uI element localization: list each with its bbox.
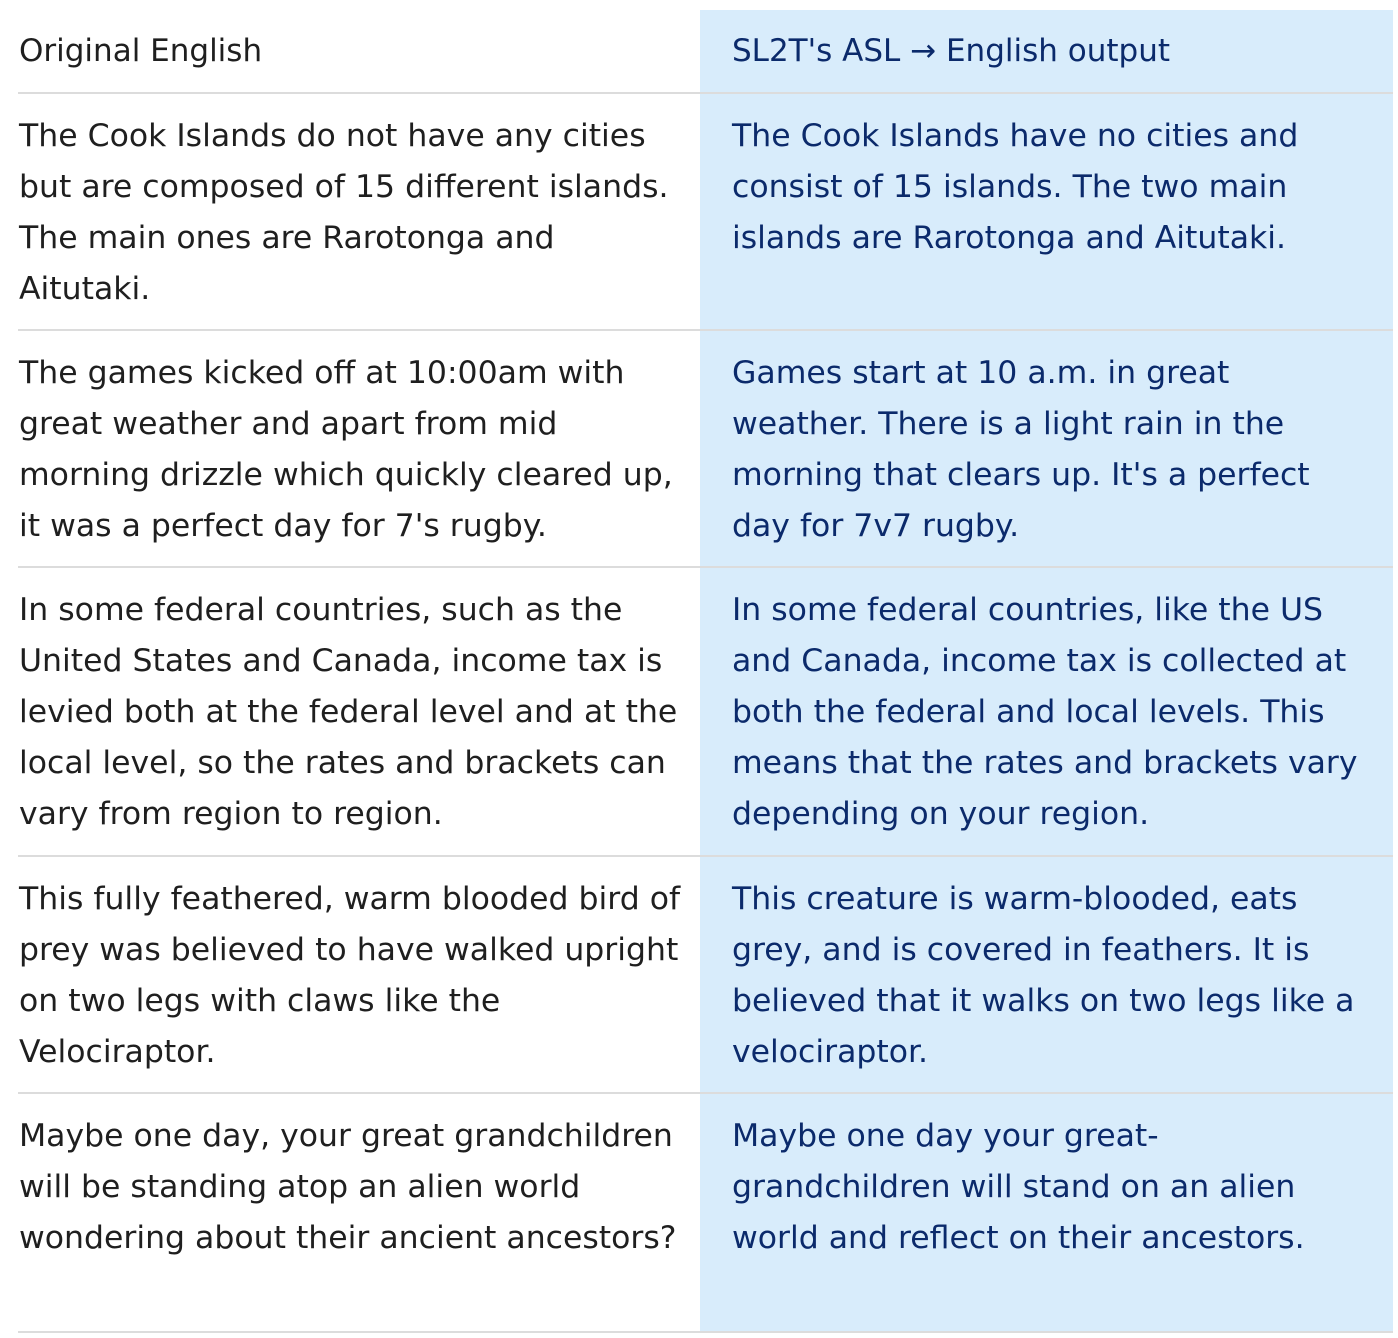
table-row <box>18 568 1393 857</box>
original-text: The games kicked off at 10:00am with great weather and apart from mid morning drizzle which quickly cleared up, it was a perfect day for 7's rugby. <box>19 355 673 544</box>
output-cell <box>700 857 1393 1092</box>
original-cell <box>18 857 700 1092</box>
comparison-table <box>18 10 1393 1333</box>
table-row <box>18 94 1393 331</box>
original-cell <box>18 94 700 329</box>
output-cell <box>700 568 1393 855</box>
table-row <box>18 1094 1393 1333</box>
output-cell <box>700 1094 1393 1331</box>
header-sl2t-output: SL2T's ASL → English output <box>700 10 1393 92</box>
output-text: Games start at 10 a.m. in great weather. There is a light rain in the morning that clears up. It's a perfect day for 7v7 rugby. <box>732 355 1310 544</box>
original-cell <box>18 568 700 855</box>
header-original-english: Original English <box>18 10 700 92</box>
output-text: In some federal countries, like the US and Canada, income tax is collected at both the federal and local levels. This means that the rates and brackets vary depending on your region. <box>732 592 1358 832</box>
output-text: Maybe one day your great-grandchildren will stand on an alien world and reflect on their ancestors. <box>732 1118 1305 1256</box>
original-cell <box>18 331 700 566</box>
original-cell <box>18 1094 700 1331</box>
output-text: The Cook Islands have no cities and consist of 15 islands. The two main islands are Rarotonga and Aitutaki. <box>732 118 1299 256</box>
output-text: This creature is warm-blooded, eats grey, and is covered in feathers. It is believed that it walks on two legs like a velociraptor. <box>732 881 1355 1070</box>
table-row <box>18 857 1393 1094</box>
original-text: Maybe one day, your great grandchildren will be standing atop an alien world wondering about their ancient ancestors? <box>19 1118 677 1256</box>
original-text: In some federal countries, such as the United States and Canada, income tax is levied both at the federal level and at the local level, so the rates and brackets can vary from region to region. <box>19 592 678 832</box>
output-cell <box>700 331 1393 566</box>
original-text: The Cook Islands do not have any cities but are composed of 15 different islands. The main ones are Rarotonga and Aitutaki. <box>19 118 669 307</box>
original-text: This fully feathered, warm blooded bird of prey was believed to have walked upright on two legs with claws like the Velociraptor. <box>19 881 681 1070</box>
table-row <box>18 331 1393 568</box>
output-cell <box>700 94 1393 329</box>
table-header-row <box>18 10 1393 94</box>
